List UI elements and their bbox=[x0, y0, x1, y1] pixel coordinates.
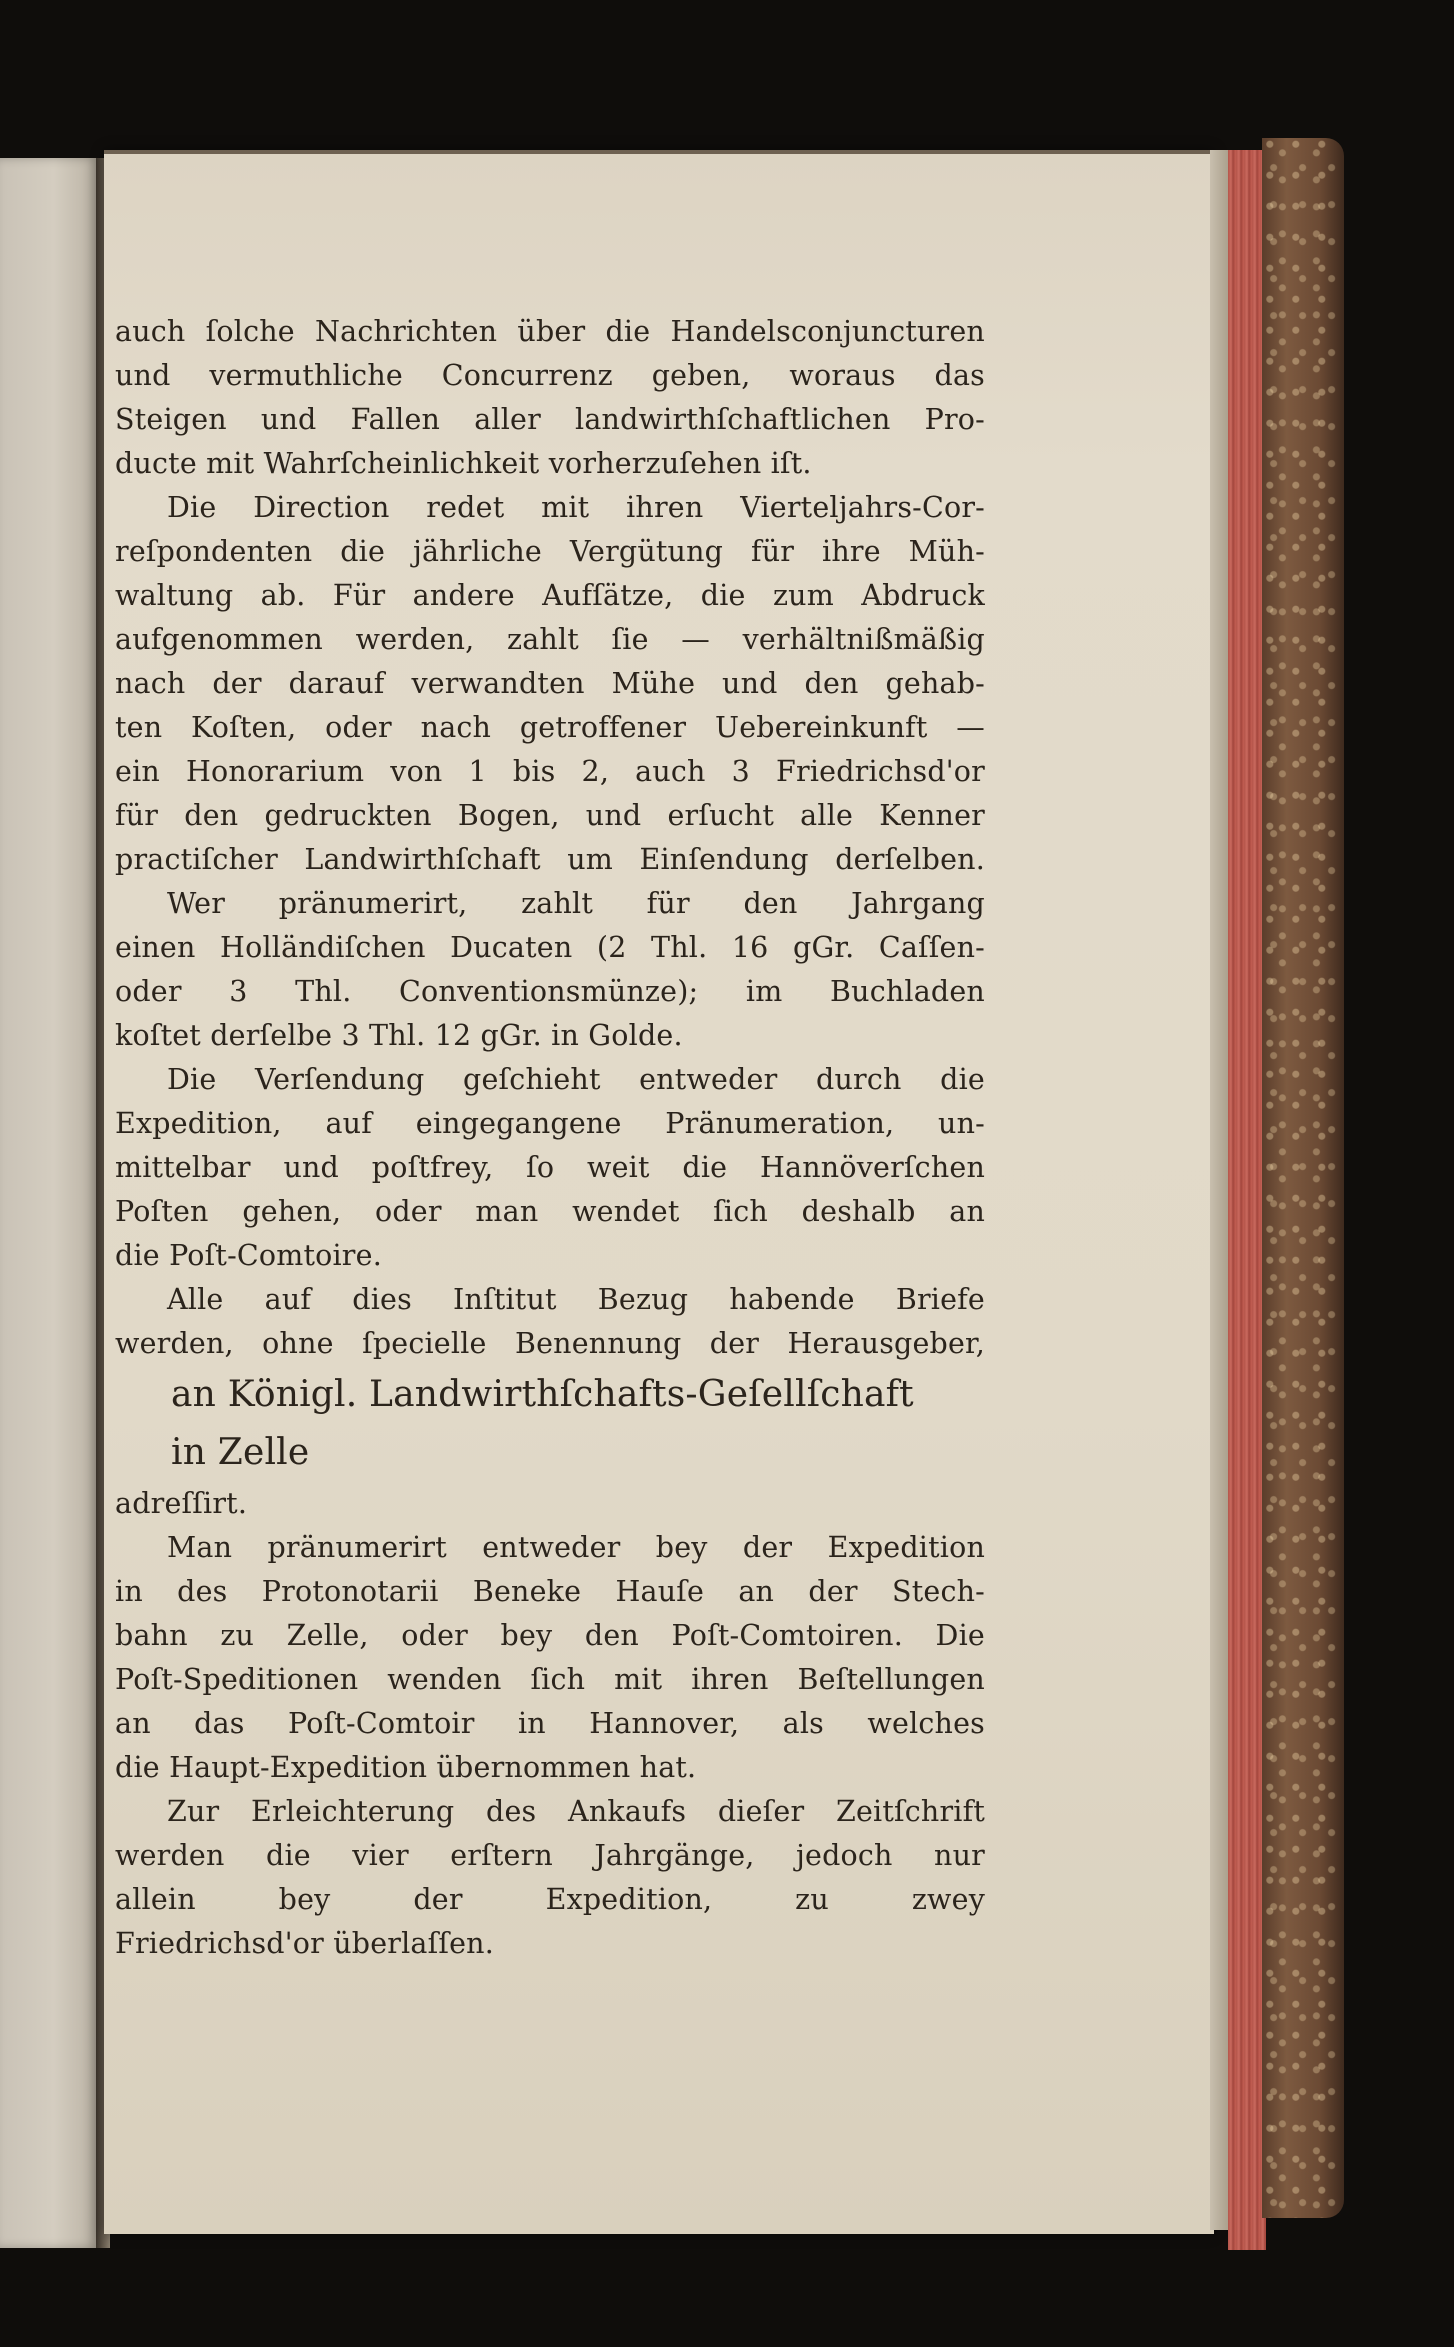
text-line: adreſſirt. bbox=[115, 1487, 248, 1520]
text-line: waltung ab. Für andere Aufſätze, die zum Abdruck bbox=[115, 579, 985, 612]
text-lines bbox=[115, 310, 985, 1966]
text-line: Poſt-Speditionen wenden ſich mit ihren Beſtellungen bbox=[115, 1663, 985, 1696]
text-line: bahn zu Zelle, oder bey den Poſt-Comtoiren. Die bbox=[115, 1619, 985, 1652]
text-line: werden die vier erſtern Jahrgänge, jedoch nur bbox=[115, 1839, 985, 1872]
text-line: Zur Erleichterung des Ankaufs dieſer Zeitſchrift bbox=[167, 1795, 985, 1828]
left-facing-page bbox=[0, 158, 98, 2248]
text-line: nach der darauf verwandten Mühe und den gehab- bbox=[115, 667, 985, 700]
text-line: auch ſolche Nachrichten über die Handelsconjuncturen bbox=[115, 315, 985, 348]
text-line: und vermuthliche Concurrenz geben, woraus das bbox=[115, 359, 985, 392]
text-line: einen Holländiſchen Ducaten (2 Thl. 16 gGr. Caſſen- bbox=[115, 931, 985, 964]
text-line: Alle auf dies Inſtitut Bezug habende Briefe bbox=[167, 1283, 985, 1316]
text-line: Steigen und Fallen aller landwirthſchaftlichen Pro- bbox=[115, 403, 985, 436]
text-line: in Zelle bbox=[171, 1432, 310, 1473]
text-line: koſtet derſelbe 3 Thl. 12 gGr. in Golde. bbox=[115, 1019, 683, 1052]
text-line: die Poſt-Comtoire. bbox=[115, 1239, 382, 1272]
red-page-edges bbox=[1228, 150, 1266, 2250]
text-line: an Königl. Landwirthſchafts-Geſellſchaft bbox=[171, 1374, 914, 1415]
text-line: oder 3 Thl. Conventionsmünze); im Buchladen bbox=[115, 975, 985, 1008]
text-line: die Haupt-Expedition übernommen hat. bbox=[115, 1751, 697, 1784]
text-line: Die Direction redet mit ihren Vierteljahrs-Cor- bbox=[167, 491, 985, 524]
text-line: Wer pränumerirt, zahlt für den Jahrgang bbox=[167, 887, 985, 920]
text-line: ein Honorarium von 1 bis 2, auch 3 Friedrichsd'or bbox=[115, 755, 985, 788]
text-line: mittelbar und poſtfrey, ſo weit die Hannöverſchen bbox=[115, 1151, 985, 1184]
text-line: Man pränumerirt entweder bey der Expedition bbox=[167, 1531, 985, 1564]
page-text bbox=[115, 310, 985, 1966]
text-line: practiſcher Landwirthſchaft um Einſendung derſelben. bbox=[115, 843, 985, 876]
text-line: werden, ohne ſpecielle Benennung der Herausgeber, bbox=[115, 1327, 985, 1360]
text-line: allein bey der Expedition, zu zwey bbox=[115, 1883, 985, 1916]
text-line: Friedrichsd'or überlaſſen. bbox=[115, 1927, 494, 1960]
book-cover-binding bbox=[1262, 138, 1344, 2218]
text-line: ducte mit Wahrſcheinlichkeit vorherzuſehen iſt. bbox=[115, 447, 812, 480]
text-line: ten Koſten, oder nach getroffener Uebereinkunft — bbox=[115, 711, 985, 744]
text-line: reſpondenten die jährliche Vergütung für ihre Müh- bbox=[115, 535, 985, 568]
text-line: Expedition, auf eingegangene Pränumeration, un- bbox=[115, 1107, 985, 1140]
text-line: an das Poſt-Comtoir in Hannover, als welches bbox=[115, 1707, 985, 1740]
text-line: für den gedruckten Bogen, und erſucht alle Kenner bbox=[115, 799, 985, 832]
text-line: in des Protonotarii Beneke Hauſe an der Stech- bbox=[115, 1575, 985, 1608]
text-line: Poſten gehen, oder man wendet ſich deshalb an bbox=[115, 1195, 985, 1228]
text-line: Die Verſendung geſchieht entweder durch die bbox=[167, 1063, 985, 1096]
text-line: aufgenommen werden, zahlt ſie — verhältnißmäßig bbox=[115, 623, 985, 656]
